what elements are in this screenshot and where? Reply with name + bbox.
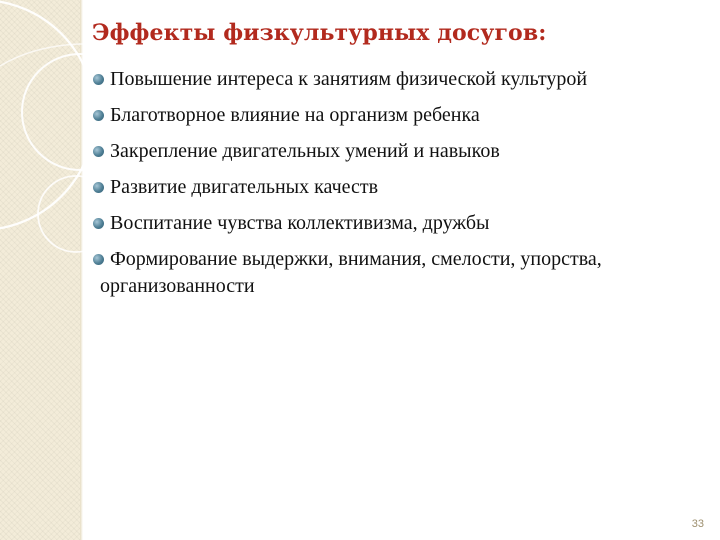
bullet-text: Развитие двигательных качеств xyxy=(110,176,379,198)
bullet-text: Закрепление двигательных умений и навыков xyxy=(110,140,500,162)
bullet-text: Воспитание чувства коллективизма, дружбы xyxy=(110,212,490,234)
bullet-dot-icon xyxy=(93,146,104,157)
slide-title: Эффекты физкультурных досугов: xyxy=(92,20,547,46)
bullet-item xyxy=(93,66,703,93)
bullet-list xyxy=(93,66,703,309)
bullet-item xyxy=(93,246,703,300)
bullet-dot-icon xyxy=(93,218,104,229)
bullet-text: Формирование выдержки, внимания, смелости, упорства, организованности xyxy=(100,248,602,297)
bullet-item xyxy=(93,174,703,201)
bullet-text: Повышение интереса к занятиям физической культурой xyxy=(110,68,588,90)
bullet-dot-icon xyxy=(93,182,104,193)
page-number: 33 xyxy=(691,518,704,530)
bullet-item xyxy=(93,138,703,165)
bullet-item xyxy=(93,102,703,129)
bullet-text: Благотворное влияние на организм ребенка xyxy=(110,104,480,126)
bullet-dot-icon xyxy=(93,74,104,85)
bullet-dot-icon xyxy=(93,110,104,121)
bullet-item xyxy=(93,210,703,237)
